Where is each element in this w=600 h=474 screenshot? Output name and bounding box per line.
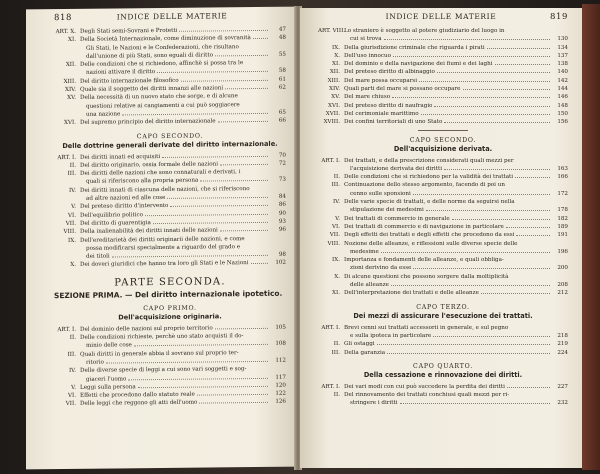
toc-entry-number: IV. [68,368,76,375]
right-capo2-label: CAPO SECONDO. [409,136,477,144]
toc-entry-text: Dei vari modi con cui può succedere la perdita dei diritti [344,383,505,390]
toc-entry [318,289,568,297]
toc-leader-dots [200,180,268,182]
toc-entry-text: Dell'ereditarietà dei diritti originarii delle nazioni, e come [80,235,245,244]
toc-entry-page: 61 [278,76,286,83]
toc-entry-number: VI. [331,223,340,230]
toc-entry-number: X. [70,262,76,269]
toc-leader-dots [419,81,550,82]
toc-entry-text: Degli effetti dei trattati e degli effetti che procedono da essi [344,232,515,239]
toc-entry-number: VII. [65,401,76,408]
left-page [26,7,296,470]
toc-leader-dots [392,97,550,98]
toc-leader-dots [463,89,551,90]
toc-entry-number: II. [333,341,340,348]
section-divider [418,130,468,131]
toc-entry-text: Del dominio e della navigazione dei fiumi e dei laghi [344,61,493,68]
toc-entry-text: Dei diritti innati ed acquisiti [80,153,161,161]
toc-entry-text: zioni derivino da esse [350,265,412,272]
left-capo2-label: CAPO SECONDO. [136,132,204,140]
toc-entry-page: 227 [557,383,568,390]
toc-entry [54,117,286,128]
toc-leader-dots [253,38,268,39]
toc-leader-dots [225,88,268,89]
toc-entry-number: XIV. [328,86,340,93]
toc-entry-page: 178 [557,207,568,214]
toc-entry-number: XVI. [327,102,340,109]
toc-entry-page: 144 [557,86,568,93]
toc-entry-text: Del preteso diritto di albinaggio [344,69,435,76]
toc-entry-page: 208 [557,282,568,289]
toc-entry-page: 96 [278,226,286,233]
toc-entry-page: 86 [278,202,286,209]
toc-entry-text: Brevi cenni sui trattati accessorii in generale, e sul pegno [344,324,509,331]
toc-entry-page: 48 [278,34,286,42]
toc-entry [318,281,568,289]
toc-entry-page: 73 [278,177,286,184]
toc-entry-number: IX. [332,44,340,51]
toc-entry-page: 212 [557,290,568,297]
toc-leader-dots [393,56,550,57]
toc-entry-text: stipulazione dei medesimi [350,207,424,214]
toc-entry-page: 112 [275,357,286,364]
toc-entry-number: XI. [332,290,340,297]
toc-leader-dots [381,252,550,253]
toc-entry-page: 156 [557,119,568,126]
left-running-head [54,11,286,23]
toc-leader-dots [106,361,268,364]
toc-entry-number: ART. X. [55,28,76,36]
toc-leader-dots [413,194,550,195]
toc-entry-text: Del rinnovamento dei trattati conchiusi quali mezzi per ri- [344,392,510,399]
toc-leader-dots [437,72,550,73]
toc-entry [318,248,568,256]
toc-entry-text: Della garanzia [344,349,386,356]
toc-leader-dots [391,285,550,286]
right-capo4-label: CAPO QUARTO. [413,362,473,370]
right-capo3-title: Dei mezzi di assicurare l'esecuzione dei trattati. [353,311,533,320]
toc-entry-text: Delle condizioni che si richiedono per la validità dei trattati [344,174,514,181]
toc-entry-page: 102 [275,260,286,267]
right-entries-capo2 [318,157,568,298]
toc-entry-page: 105 [275,324,286,331]
toc-entry-number: XII. [329,69,340,76]
toc-entry-text: Della necessità di un nuovo stato che sorge, e di alcune [80,93,238,102]
toc-entry-page: 84 [278,193,286,200]
toc-entry [318,190,568,198]
toc-leader-dots [481,293,550,294]
toc-leader-dots [220,164,268,166]
toc-entry-text: dei titoli [86,253,110,260]
left-capo2-title: Delle dottrine generali derivate del diritto internazionale. [62,139,278,150]
toc-entry-text: una nazione [86,111,121,118]
toc-entry-text: cui si trova [350,36,382,43]
toc-entry-text: Del mare possa occuparsi [344,77,418,84]
toc-leader-dots [167,197,268,199]
toc-leader-dots [495,64,550,65]
toc-leader-dots [122,113,268,116]
toc-entry-number: XVIII. [323,119,340,126]
toc-leader-dots [112,255,268,258]
right-capo2-title: Dell'acquisizione derivata. [393,144,493,153]
toc-entry-text: Dei diritti innati di ciascuna delle nazioni, che si riferiscono [80,185,250,194]
toc-entry-text: Dei trattati, e della prescrizione considerati quali mezzi per [344,157,514,164]
toc-entry-text: Continuazione dello stesso argomento, facendo di poi un [344,182,505,189]
toc-entry [318,157,568,165]
toc-entry-text: Di alcune questioni che possono sorgere dalla moltiplicità [344,273,509,280]
toc-entry-page: 166 [557,174,568,181]
toc-entry-text: giaceri l'uomo [86,375,127,383]
toc-entry-number: VII. [329,232,340,239]
toc-entry-number: III. [331,182,340,189]
toc-leader-dots [384,39,550,40]
toc-entry-text: Delle leggi che reggono gli atti dell'uomo [80,400,198,408]
toc-entry-number: II. [69,162,76,169]
toc-leader-dots [215,55,268,57]
toc-leader-dots [452,219,550,220]
toc-entry-text: possa modificarsi specialmente a riguardo del grado e [86,243,241,252]
sezione-title: SEZIONE PRIMA. — Del diritto internazionale ipotetico. [54,288,283,300]
toc-entry-page: 200 [557,265,568,272]
left-capo1-label: CAPO PRIMO. [143,304,197,312]
toc-entry-text: Effetti che procedono dallo statuto reale [80,391,195,399]
toc-entry-number: II. [69,334,76,341]
toc-entry-text: Delle diverse specie di leggi a cui sono vari soggetti e sog- [80,366,247,375]
toc-entry [318,332,568,340]
toc-entry [318,240,568,248]
toc-entry-page: 138 [557,61,568,68]
toc-entry-text: questioni relative ai cangiamenti a cui può soggiacere [86,101,240,110]
toc-leader-dots [199,402,268,404]
toc-entry-number: VI. [67,212,76,219]
toc-entry-page: 137 [557,52,568,59]
toc-entry-number: XVII. [325,110,340,117]
toc-entry-text: Della giurisdizione criminale che riguarda i pirati [344,44,485,51]
toc-entry-number: ART. I. [321,324,340,331]
left-running-title: INDICE DELLE MATERIE [116,11,228,22]
toc-leader-dots [215,328,268,330]
toc-entry-page: 47 [278,26,286,33]
toc-entry [318,349,568,357]
toc-entry-number: XIII. [63,78,76,85]
toc-entry-text: Dell'interpretazione dei trattati e delle alleanze [344,290,479,297]
toc-entry-text: Del diritto internazionale filosofico [80,77,179,85]
toc-entry-text: Del mare chiuso [344,94,391,101]
toc-entry-number: XVI. [63,120,76,127]
toc-entry-page: 163 [557,165,568,172]
toc-entry-text: Quale sia il soggetto dei diritti innanzi alle nazioni [80,85,224,93]
toc-entry-page: 70 [278,152,286,159]
toc-entry-text: Dei trattati di commercio in generale [344,215,450,222]
toc-entry-page: 142 [557,77,568,84]
toc-entry-number: XV. [331,94,340,101]
left-capo1-title: Dell'acquisizione originaria. [118,312,222,322]
toc-entry-page: 130 [557,36,568,43]
toc-entry-page: 108 [275,341,286,348]
toc-entry-text: Della Società Internazionale, come diminuzione di sovranità [80,35,251,44]
toc-leader-dots [162,155,268,157]
toc-entry-text: Importanza e fondamenti delle alleanze, e quali obbliga- [344,257,504,264]
toc-entry [318,118,568,126]
toc-entry-text: e sulla ipoteca in particolare [350,332,432,339]
toc-entry [318,206,568,214]
toc-entry-text: medesime [350,248,379,255]
right-page-number: 819 [549,12,568,22]
toc-entry-text: Dei diritti delle nazioni che sono connaturali e derivati, i [80,169,241,178]
toc-entry-number: XV. [67,95,76,102]
toc-entry-page: 117 [275,374,286,381]
toc-entry-text: Del preteso diritto di naufragio [344,102,433,109]
toc-entry-number: V. [335,215,340,222]
toc-entry-text: Delle condizioni richieste, perchè uno stato acquisti il do- [80,333,244,341]
toc-entry-text: delle alleanze [350,282,389,289]
toc-leader-dots [507,387,550,388]
toc-entry [318,215,568,223]
toc-entry-page: 120 [275,382,286,389]
toc-leader-dots [218,121,268,123]
toc-entry-text: Lo straniero è soggetto al potere giudiziario del luogo in [344,28,505,34]
toc-leader-dots [487,48,550,49]
toc-entry [318,44,568,52]
toc-leader-dots [413,268,550,269]
toc-entry-page: 182 [557,215,568,222]
toc-entry-page: 55 [278,51,286,58]
toc-entry-text: Degli Stati semi-Sovrani e Protetti [80,27,178,35]
toc-entry-page: 126 [275,399,286,406]
toc-entry-text: quali si riferiscono alla propria persona [86,178,199,186]
toc-entry-number: IX. [332,257,340,264]
toc-leader-dots [516,235,550,236]
right-entries-capo3 [318,324,568,357]
toc-entry [54,259,286,270]
toc-entry-number: XI. [332,61,340,68]
toc-entry-page: 58 [278,68,286,75]
toc-entry-page: 66 [278,117,286,125]
toc-entry-number: III. [67,171,76,178]
toc-entry-number: ART. I. [57,154,76,161]
toc-entry-page: 191 [557,232,568,239]
toc-entry-text: dall'unione di più Stati, sono eguali di diritto [86,52,214,60]
toc-entry [318,35,568,43]
toc-leader-dots [197,394,268,396]
toc-entry [318,173,568,181]
toc-entry [318,181,568,189]
toc-leader-dots [387,353,550,354]
toc-entry-text: ritorio [86,359,104,366]
toc-entry-number: ART. I. [321,383,340,390]
toc-leader-dots [421,114,550,115]
toc-entry-number: XII. [65,62,76,69]
toc-entry [318,102,568,110]
toc-entry [318,198,568,206]
toc-entry-text: Dei trattati di commercio e di navigazione in particolare [344,223,504,230]
toc-entry-text: Dei doveri giuridici che hanno tra loro gli Stati e le Nazioni [80,260,249,269]
toc-entry [318,110,568,118]
toc-entry-number: IV. [332,199,340,206]
toc-entry [318,60,568,68]
toc-entry [318,391,568,399]
toc-entry [318,340,568,348]
toc-entry-text: nazioni attivare il diritto [86,69,156,77]
toc-leader-dots [157,71,268,73]
toc-entry-text: Del supremo principio del diritto internazionale [80,118,216,127]
toc-entry-text: Leggi sulla persona [80,384,136,391]
toc-entry-page: 196 [557,248,568,255]
toc-leader-dots [434,106,550,107]
toc-entry [318,264,568,272]
right-entries-capo4 [318,383,568,408]
toc-entry [318,324,568,332]
toc-leader-dots [433,336,550,337]
toc-entry [318,85,568,93]
toc-entry-text: Dell'uso innocuo [344,52,391,59]
toc-leader-dots [506,227,550,228]
toc-entry-page: 140 [557,69,568,76]
right-capo3-label: CAPO TERZO. [416,303,470,311]
toc-entry-number: VI. [67,392,76,400]
left-entries-top [54,26,286,128]
toc-entry-page: 62 [278,84,286,91]
toc-entry-text: Delle condizioni che si richiedono, affinchè si possa tra le [80,60,244,69]
toc-entry-page: 146 [557,94,568,101]
toc-entry-page: 150 [557,110,568,117]
toc-entry-number: IV. [68,187,76,194]
toc-entry-number: VIII. [63,229,76,236]
toc-entry [318,165,568,173]
toc-entry-number: II. [333,392,340,399]
toc-entry-text: Del cerimoniale marittimo [344,110,419,117]
toc-entry-text: Gli Stati, le Nazioni e le Confederazioni, che risultano [86,43,239,52]
toc-leader-dots [128,377,268,379]
toc-entry-number: III. [67,351,76,358]
left-entries-capo1 [54,323,286,408]
right-capo4-title: Della cessazione e rinnovazione dei diritti. [363,370,523,379]
toc-entry-number: X. [334,273,340,280]
toc-entry-page: 134 [557,44,568,51]
toc-entry-page: 232 [557,400,568,407]
toc-entry-number: XIV. [64,86,76,94]
toc-entry-number: II. [333,174,340,181]
toc-entry-page: 189 [557,223,568,230]
toc-entry-text: Del preteso diritto d'intervento [80,203,169,211]
toc-entry-number: ART. I. [57,326,76,333]
right-page [300,8,582,468]
left-page-number: 818 [54,12,73,24]
toc-leader-dots [145,214,268,216]
toc-entry-text: Quali diritti in generale abbia il sovrano sul proprio ter- [80,349,239,358]
toc-entry-number: VII. [65,220,76,227]
toc-entry-text: Gli ostaggi [344,341,375,348]
toc-entry [318,77,568,85]
toc-leader-dots [170,205,268,207]
toc-entry-page: 218 [557,332,568,339]
toc-entry-number: III. [331,349,340,356]
toc-entry-text: l'acquisizione derivata dei diritti [350,165,443,172]
toc-entry [54,398,286,409]
toc-leader-dots [444,169,550,170]
toc-entry-text: Del dominio delle nazioni sul proprio territorio [80,325,213,333]
toc-entry-number: V. [71,204,76,211]
toc-entry-number: ART. VIII. [318,28,346,34]
toc-entry-text: Quali parti del mare si possano occupare [344,86,461,93]
toc-entry-text: Nozione delle alleanze, e riflessioni sulle diverse specie delle [344,240,518,247]
toc-leader-dots [444,122,550,123]
toc-entry [318,93,568,101]
toc-leader-dots [153,222,268,224]
toc-entry-page: 72 [278,160,286,167]
toc-entry-page: 219 [557,341,568,348]
right-entries-top [318,27,568,127]
toc-entry-number: VIII. [327,240,340,247]
toc-entry-number: XIII. [327,77,340,84]
toc-entry-text: Delle varie specie di trattati, e delle norme da seguirsi nella [344,199,515,206]
toc-entry-number: XI. [68,37,76,44]
toc-leader-dots [426,210,550,211]
toc-entry-page: 98 [278,251,286,258]
right-running-title: INDICE DELLE MATERIE [385,12,497,21]
toc-entry [318,27,568,35]
toc-leader-dots [138,386,268,388]
toc-leader-dots [400,403,550,404]
toc-leader-dots [220,230,268,232]
right-running-head [318,12,568,22]
toc-entry-number: X. [334,52,340,59]
toc-entry-text: Dei confini territoriali di uno Stato [344,119,443,126]
toc-leader-dots [251,263,268,264]
toc-entry [318,223,568,231]
toc-leader-dots [181,80,268,82]
toc-entry-page: 224 [557,349,568,356]
toc-entry-text: cenno sulle sponsioni [350,190,411,197]
toc-entry-page: 90 [278,210,286,217]
toc-entry-page: 172 [557,190,568,197]
left-entries-capo2 [54,151,286,270]
toc-entry [318,231,568,239]
toc-entry [318,52,568,60]
toc-entry [318,273,568,281]
toc-leader-dots [515,177,550,178]
toc-leader-dots [179,30,268,32]
toc-entry [318,383,568,391]
book-cover-edge [582,4,600,470]
toc-entry-number: IX. [68,237,76,244]
toc-entry-page: 65 [278,109,286,116]
toc-entry [318,256,568,264]
toc-entry-text: Del diritto di guarentigia [80,220,151,227]
parte-title: PARTE SECONDA. [114,276,226,289]
toc-entry-number: ART. I. [321,157,340,164]
toc-entry-text: Della inalienabilità dei diritti innati delle nazioni [80,227,218,236]
toc-entry-page: 93 [278,218,286,225]
toc-entry [318,399,568,407]
toc-entry-page: 122 [275,390,286,397]
toc-entry-text: minio delle cose [86,342,132,350]
toc-entry-text: stringere i diritti [350,400,398,407]
toc-entry-text: Dell'equilibrio politico [80,211,144,219]
toc-entry-page: 148 [557,102,568,109]
toc-leader-dots [377,344,550,345]
toc-entry [318,68,568,76]
toc-leader-dots [134,344,268,346]
toc-entry-text: Del diritto originario, ossia formale delle nazioni [80,161,218,169]
toc-entry-text: ad altre nazioni ed alle cose [86,195,166,202]
toc-entry-number: V. [71,384,76,391]
